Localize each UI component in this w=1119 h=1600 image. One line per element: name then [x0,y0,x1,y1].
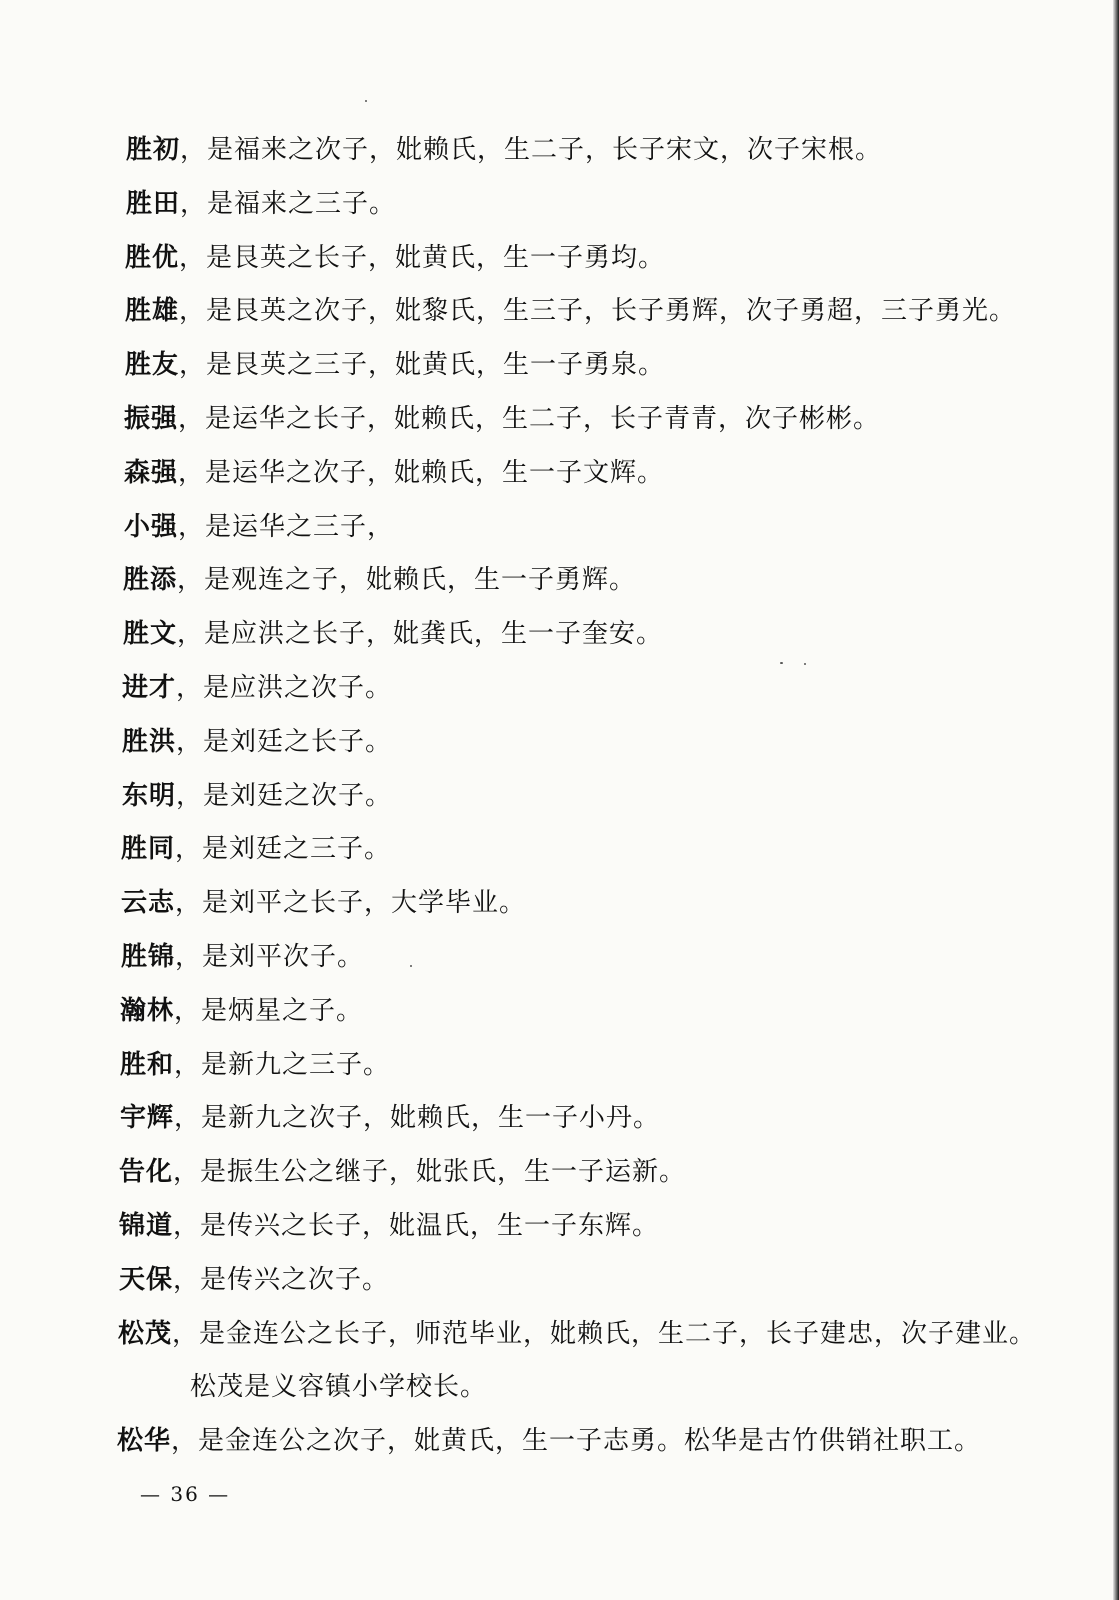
entry-name: 松茂 [118,1318,173,1349]
entry-name: 告化 [119,1157,174,1188]
genealogy-entry [0,554,1119,608]
genealogy-entry [0,823,1119,877]
genealogy-entry [0,770,1119,824]
entry-name: 进才 [122,672,177,703]
entry-name: 锦道 [119,1210,174,1241]
genealogy-entry [0,1415,1119,1469]
entry-name: 胜文 [123,619,178,650]
genealogy-entry [0,501,1119,555]
entry-text: ，是刘廷之长子。 [176,726,393,757]
entry-text: ，是运华之三子， [178,511,395,542]
entry-text: ，是应洪之长子，妣龚氏，生一子奎安。 [177,619,664,650]
genealogy-entry [0,232,1119,286]
entry-text: ，是刘平次子。 [175,941,365,972]
page-number: — 36 — [140,1482,231,1506]
genealogy-entry [0,1039,1119,1093]
entry-text: ，是新九之次子，妣赖氏，生一子小丹。 [174,1103,661,1134]
genealogy-entry [0,877,1119,931]
entry-name: 胜同 [121,834,176,865]
entry-name: 松华 [117,1426,172,1457]
genealogy-entry [0,1200,1119,1254]
entry-text: ，是福来之次子，妣赖氏，生二子，长子宋文，次子宋根。 [180,135,883,165]
entry-text: ，是应洪之次子。 [176,672,393,703]
entry-text: ，是刘廷之次子。 [176,780,393,811]
genealogy-entry [0,1146,1119,1200]
entry-name: 瀚林 [120,995,175,1026]
entry-text: ，是新九之三子。 [174,1049,391,1080]
genealogy-entry [0,985,1119,1039]
entry-text: ，是运华之次子，妣赖氏，生一子文辉。 [178,457,665,488]
entry-text: ，是艮英之三子，妣黄氏，生一子勇泉。 [179,350,666,381]
entry-name: 胜添 [123,565,178,596]
genealogy-entry [0,285,1119,339]
entry-text: ，是金连公之长子，师范毕业，妣赖氏，生二子，长子建忠，次子建业。 [172,1318,1037,1349]
genealogy-entry [0,393,1119,447]
entry-name: 胜优 [125,242,180,273]
entry-name: 天保 [119,1264,174,1295]
entry-name: 胜雄 [125,296,180,327]
entry-text: ，是刘廷之三子。 [175,834,392,865]
entry-name: 森强 [124,457,179,488]
genealogy-entry [0,124,1119,178]
scan-speck [410,965,412,967]
entry-text: ，是运华之长子，妣赖氏，生二子，长子青青，次子彬彬。 [178,403,881,434]
scan-speck [365,100,367,102]
entry-text: ，是福来之三子。 [180,188,397,219]
genealogy-entry [0,339,1119,393]
entry-text: ，是金连公之次子，妣黄氏，生一子志勇。松华是古竹供销社职工。 [171,1426,982,1457]
entry-name: 胜友 [125,350,180,381]
entry-name: 云志 [121,888,176,919]
entry-text: ，是传兴之次子。 [173,1264,390,1295]
genealogy-entries [0,124,1119,1469]
entry-name: 胜和 [120,1049,175,1080]
entry-name: 宇辉 [120,1103,175,1134]
genealogy-entry [0,662,1119,716]
entry-text: ，是振生公之继子，妣张氏，生一子运新。 [173,1157,687,1188]
entry-name: 胜洪 [122,726,177,757]
entry-text: ，是艮英之长子，妣黄氏，生一子勇均。 [179,242,666,273]
entry-text: ，是传兴之长子，妣温氏，生一子东辉。 [173,1210,660,1241]
genealogy-entry [0,716,1119,770]
entry-name: 胜田 [126,188,181,219]
genealogy-entry [0,1254,1119,1308]
scan-speck [804,663,806,665]
entry-name: 振强 [124,403,179,434]
scan-speck [780,662,783,664]
genealogy-entry [0,1092,1119,1146]
entry-name: 东明 [122,780,177,811]
genealogy-entry [0,931,1119,985]
entry-text: ，是艮英之次子，妣黎氏，生三子，长子勇辉，次子勇超，三子勇光。 [179,296,1017,327]
entry-text: ，是炳星之子。 [174,995,364,1026]
entry-name: 胜初 [126,135,181,165]
entry-name: 小强 [124,511,179,542]
genealogy-entry [0,608,1119,662]
entry-text: ，是观连之子，妣赖氏，生一子勇辉。 [177,565,637,596]
genealogy-entry [0,447,1119,501]
genealogy-entry [0,1308,1119,1362]
entry-text: ，是刘平之长子，大学毕业。 [175,888,527,919]
entry-name: 胜锦 [121,941,176,972]
indented-note: 松茂是义容镇小学校长。 [190,1372,488,1403]
genealogy-entry [0,178,1119,232]
